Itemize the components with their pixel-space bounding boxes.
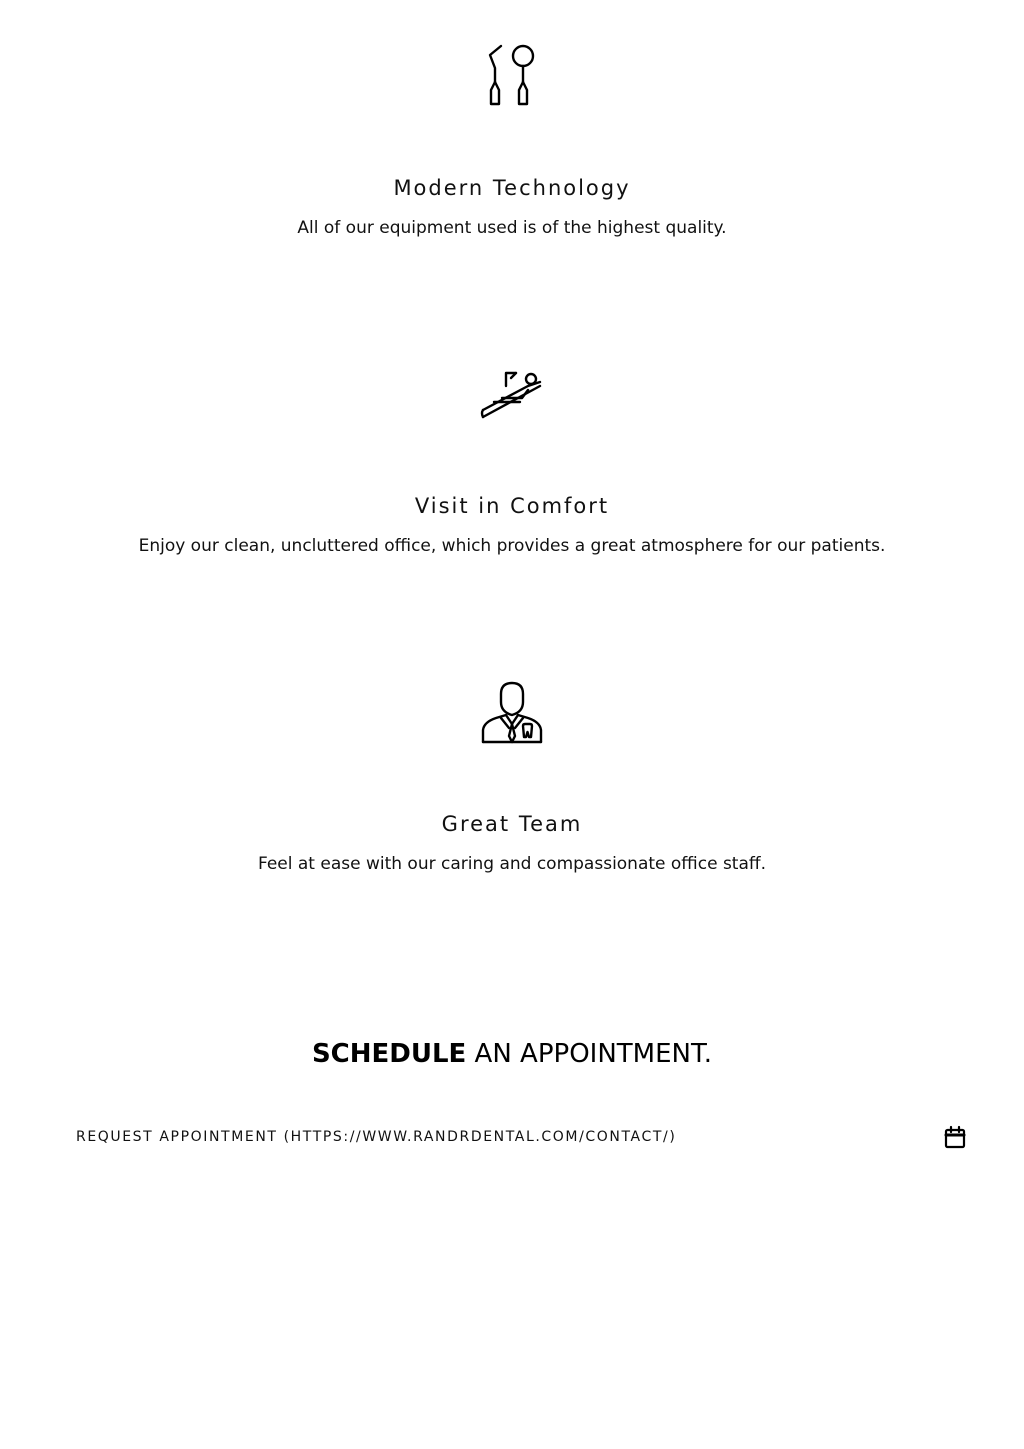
dental-tools-icon xyxy=(482,44,542,108)
feature-description: Feel at ease with our caring and compassionate office staff. xyxy=(257,854,767,874)
schedule-heading-strong: SCHEDULE xyxy=(311,1039,467,1069)
calendar-icon[interactable] xyxy=(944,1125,966,1149)
request-appointment-row xyxy=(76,1120,966,1154)
dental-chair-icon xyxy=(480,368,544,420)
dentist-staff-icon xyxy=(480,680,544,744)
schedule-heading xyxy=(0,1036,1024,1072)
request-appointment-link[interactable]: REQUEST APPOINTMENT (HTTPS://WWW.RANDRDENTAL.COM/CONTACT/) xyxy=(76,1129,677,1145)
feature-title: Great Team xyxy=(441,812,583,836)
feature-title: Visit in Comfort xyxy=(414,494,610,518)
feature-description: All of our equipment used is of the highest quality. xyxy=(297,218,727,238)
feature-description: Enjoy our clean, uncluttered office, which provides a great atmosphere for our patients. xyxy=(138,536,886,556)
schedule-heading-rest: AN APPOINTMENT. xyxy=(466,1039,713,1069)
feature-title: Modern Technology xyxy=(393,176,631,200)
